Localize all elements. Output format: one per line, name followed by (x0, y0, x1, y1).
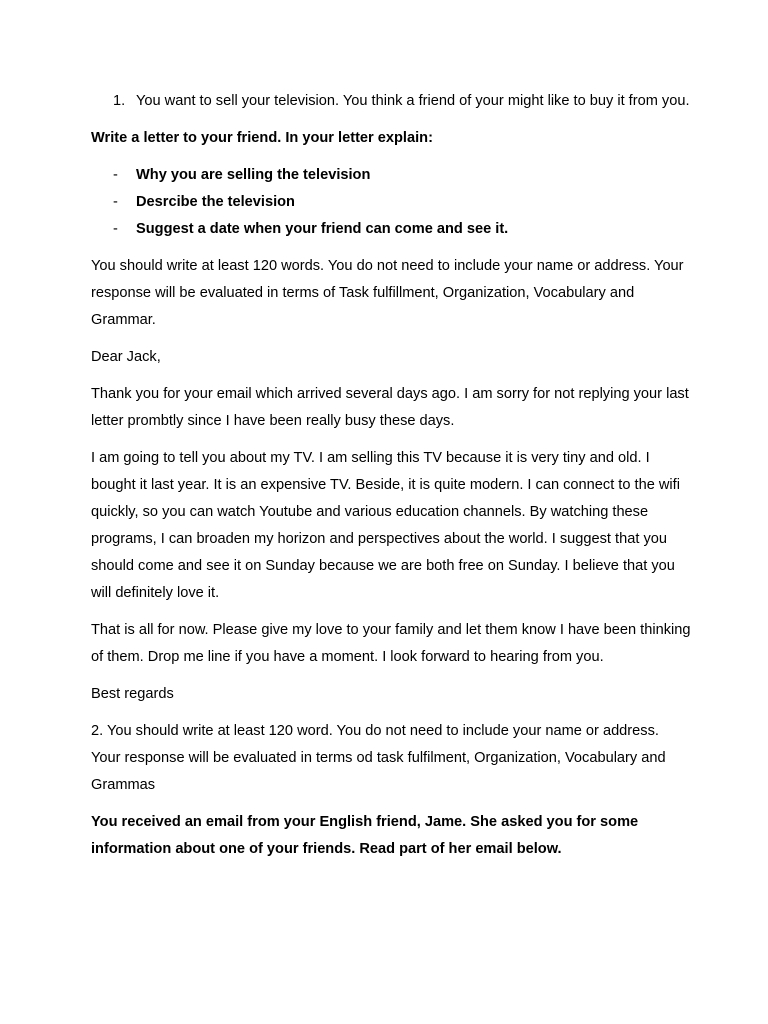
task-2-instruction: You received an email from your English friend, Jame. She asked you for some information about one of your friends. Read part of her email below. (91, 814, 639, 857)
letter-greeting: Dear Jack, (91, 349, 161, 365)
task-1-bullet (91, 189, 691, 216)
bullet-dash: - (113, 194, 118, 210)
task-1-instruction: Write a letter to your friend. In your letter explain: (91, 130, 433, 146)
task-1-bullet (91, 216, 691, 243)
letter-closing: Best regards (91, 686, 174, 702)
bullet-dash: - (113, 221, 118, 237)
task-1-bullet-text: Why you are selling the television (136, 167, 371, 183)
document-page (91, 88, 691, 873)
bullet-dash: - (113, 167, 118, 183)
task-1-item (91, 88, 691, 115)
task-1-bullet-list (91, 162, 691, 243)
letter-paragraph: That is all for now. Please give my love to your family and let them know I have been thinking of them. Drop me line if you have a moment. I look forward to hearing from you. (91, 622, 691, 665)
task-1-prompt: You want to sell your television. You think a friend of your might like to buy it from you. (136, 93, 690, 109)
task-2-requirements: 2. You should write at least 120 word. You do not need to include your name or address. Your response will be evaluated in terms od task fulfilment, Organization, Vocabulary and Grammas (91, 723, 666, 793)
letter-paragraph: I am going to tell you about my TV. I am selling this TV because it is very tiny and old. I bought it last year. It is an expensive TV. Beside, it is quite modern. I can connect to the wifi quickly, so you can watch Youtube and various education channels. By watching these programs, I can broaden my horizon and perspectives about the world. I suggest that you should come and see it on Sunday because we are both free on Sunday. I believe that you will definitely love it. (91, 450, 680, 601)
task-1-list (91, 88, 691, 115)
task-1-bullet-text: Suggest a date when your friend can come and see it. (136, 221, 509, 237)
letter-paragraph: Thank you for your email which arrived several days ago. I am sorry for not replying your last letter prombtly since I have been really busy these days. (91, 386, 689, 429)
task-1-bullet (91, 162, 691, 189)
task-1-number: 1. (113, 93, 126, 109)
task-1-requirements: You should write at least 120 words. You do not need to include your name or address. Your response will be evaluated in terms of Task fulfillment, Organization, Vocabulary and Grammar. (91, 258, 684, 328)
task-1-bullet-text: Desrcibe the television (136, 194, 295, 210)
